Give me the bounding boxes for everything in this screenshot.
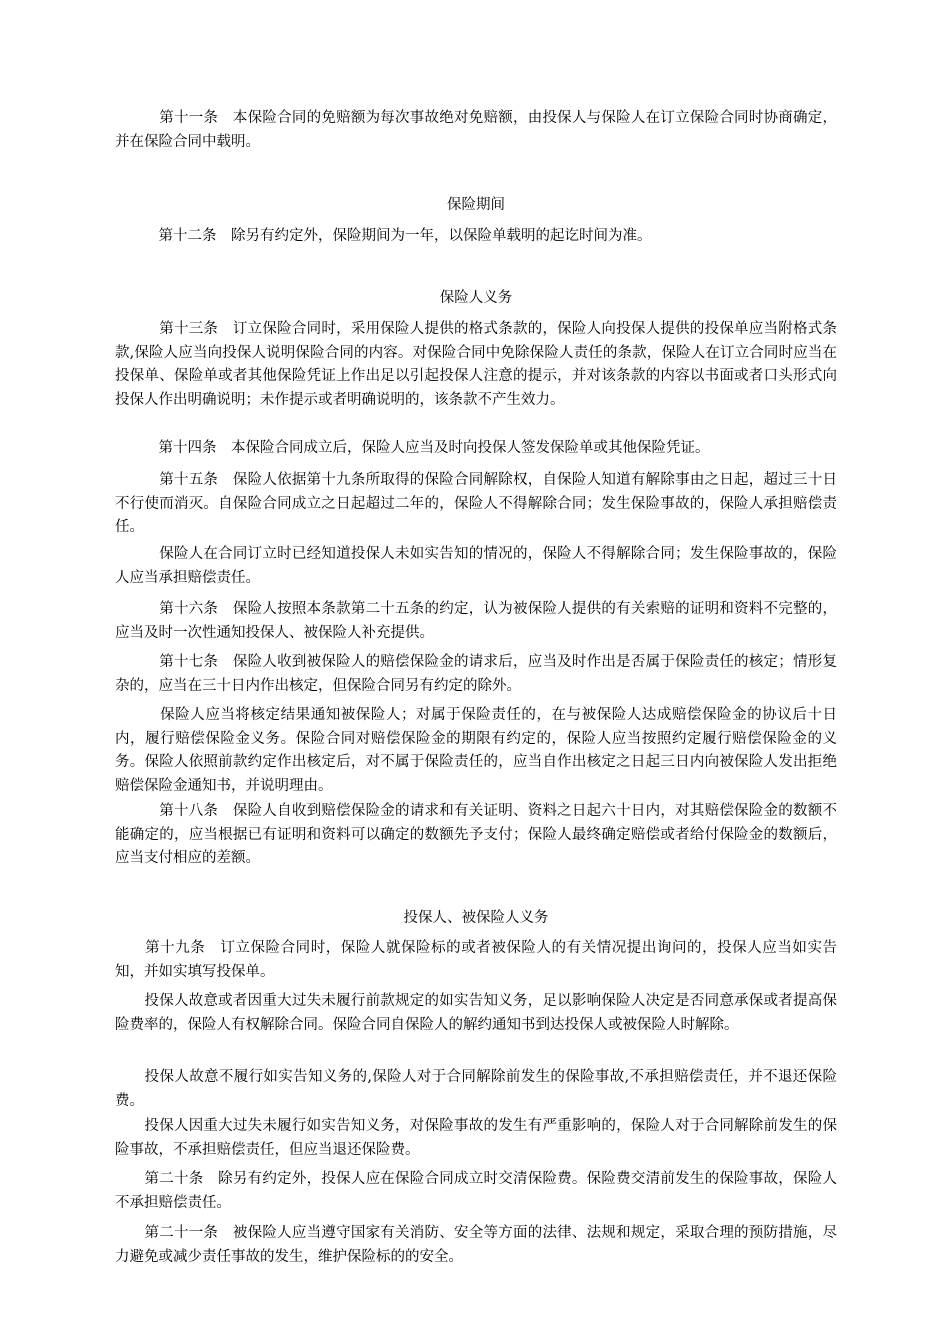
- clause-15: 第十五条 保险人依据第十九条所取得的保险合同解除权，自保险人知道有解除事由之日起，超过三十日不行使而消灭。自保险合同成立之日起超过二年的，保险人不得解除合同；发生保险事故的，保险人承担赔偿责任。: [115, 472, 837, 535]
- clause-20: 第二十条 除另有约定外，投保人应在保险合同成立时交清保险费。保险费交清前发生的保险事故，保险人不承担赔偿责任。: [115, 1171, 837, 1211]
- clause-16: 第十六条 保险人按照本条款第二十五条的约定，认为被保险人提供的有关索赔的证明和资料不完整的，应当及时一次性通知投保人、被保险人补充提供。: [115, 601, 837, 641]
- clause-14: 第十四条 本保险合同成立后，保险人应当及时向投保人签发保险单或其他保险凭证。: [115, 440, 710, 456]
- clause-13: 第十三条 订立保险合同时，采用保险人提供的格式条款的，保险人向投保人提供的投保单应当附格式条款,保险人应当向投保人说明保险合同的内容。对保险合同中免除保险人责任的条款，保险人在订立合同时应当在投保单、保险单或者其他保险凭证上作出足以引起投保人注意的提示，并对该条款的内容以书面或者口头形式向投保人作出明确说明；未作提示或者明确说明的，该条款不产生效力。: [115, 321, 837, 408]
- heading-policyholder-obligations: 投保人、被保险人义务: [403, 910, 549, 926]
- clause-19-paragraph-2: 投保人故意或者因重大过失未履行前款规定的如实告知义务，足以影响保险人决定是否同意承保或者提高保险费率的，保险人有权解除合同。保险合同自保险人的解约通知书到达投保人或被保险人时解除。: [115, 993, 837, 1033]
- clause-11: 第十一条 本保险合同的免赔额为每次事故绝对免赔额，由投保人与保险人在订立保险合同时协商确定，并在保险合同中载明。: [115, 110, 837, 150]
- heading-insurance-period: 保险期间: [447, 197, 505, 213]
- heading-insurer-obligations: 保险人义务: [439, 290, 513, 306]
- clause-15-paragraph-2: 保险人在合同订立时已经知道投保人未如实告知的情况的，保险人不得解除合同；发生保险事故的，保险人应当承担赔偿责任。: [115, 546, 837, 586]
- clause-19: 第十九条 订立保险合同时，保险人就保险标的或者被保险人的有关情况提出询问的，投保人应当如实告知，并如实填写投保单。: [115, 940, 837, 980]
- clause-19-paragraph-4: 投保人因重大过失未履行如实告知义务，对保险事故的发生有严重影响的，保险人对于合同解除前发生的保险事故，不承担赔偿责任，但应当退还保险费。: [115, 1118, 837, 1158]
- clause-21: 第二十一条 被保险人应当遵守国家有关消防、安全等方面的法律、法规和规定，采取合理的预防措施，尽力避免或减少责任事故的发生，维护保险标的的安全。: [115, 1225, 837, 1265]
- clause-19-paragraph-3: 投保人故意不履行如实告知义务的,保险人对于合同解除前发生的保险事故,不承担赔偿责任，并不退还保险费。: [115, 1069, 837, 1109]
- clause-17: 第十七条 保险人收到被保险人的赔偿保险金的请求后，应当及时作出是否属于保险责任的核定；情形复杂的，应当在三十日内作出核定，但保险合同另有约定的除外。: [115, 654, 837, 694]
- clause-12: 第十二条 除另有约定外，保险期间为一年，以保险单载明的起讫时间为准。: [115, 228, 652, 244]
- clause-18: 第十八条 保险人自收到赔偿保险金的请求和有关证明、资料之日起六十日内，对其赔偿保险金的数额不能确定的，应当根据已有证明和资料可以确定的数额先予支付；保险人最终确定赔偿或者给付保险金的数额后，应当支付相应的差额。: [115, 803, 837, 866]
- clause-17-paragraph-2: 保险人应当将核定结果通知被保险人；对属于保险责任的，在与被保险人达成赔偿保险金的协议后十日内，履行赔偿保险金义务。保险合同对赔偿保险金的期限有约定的，保险人应当按照约定履行赔偿保险金的义务。保险人依照前款约定作出核定后，对不属于保险责任的，应当自作出核定之日起三日内向被保险人发出拒绝赔偿保险金通知书，并说明理由。: [115, 707, 837, 794]
